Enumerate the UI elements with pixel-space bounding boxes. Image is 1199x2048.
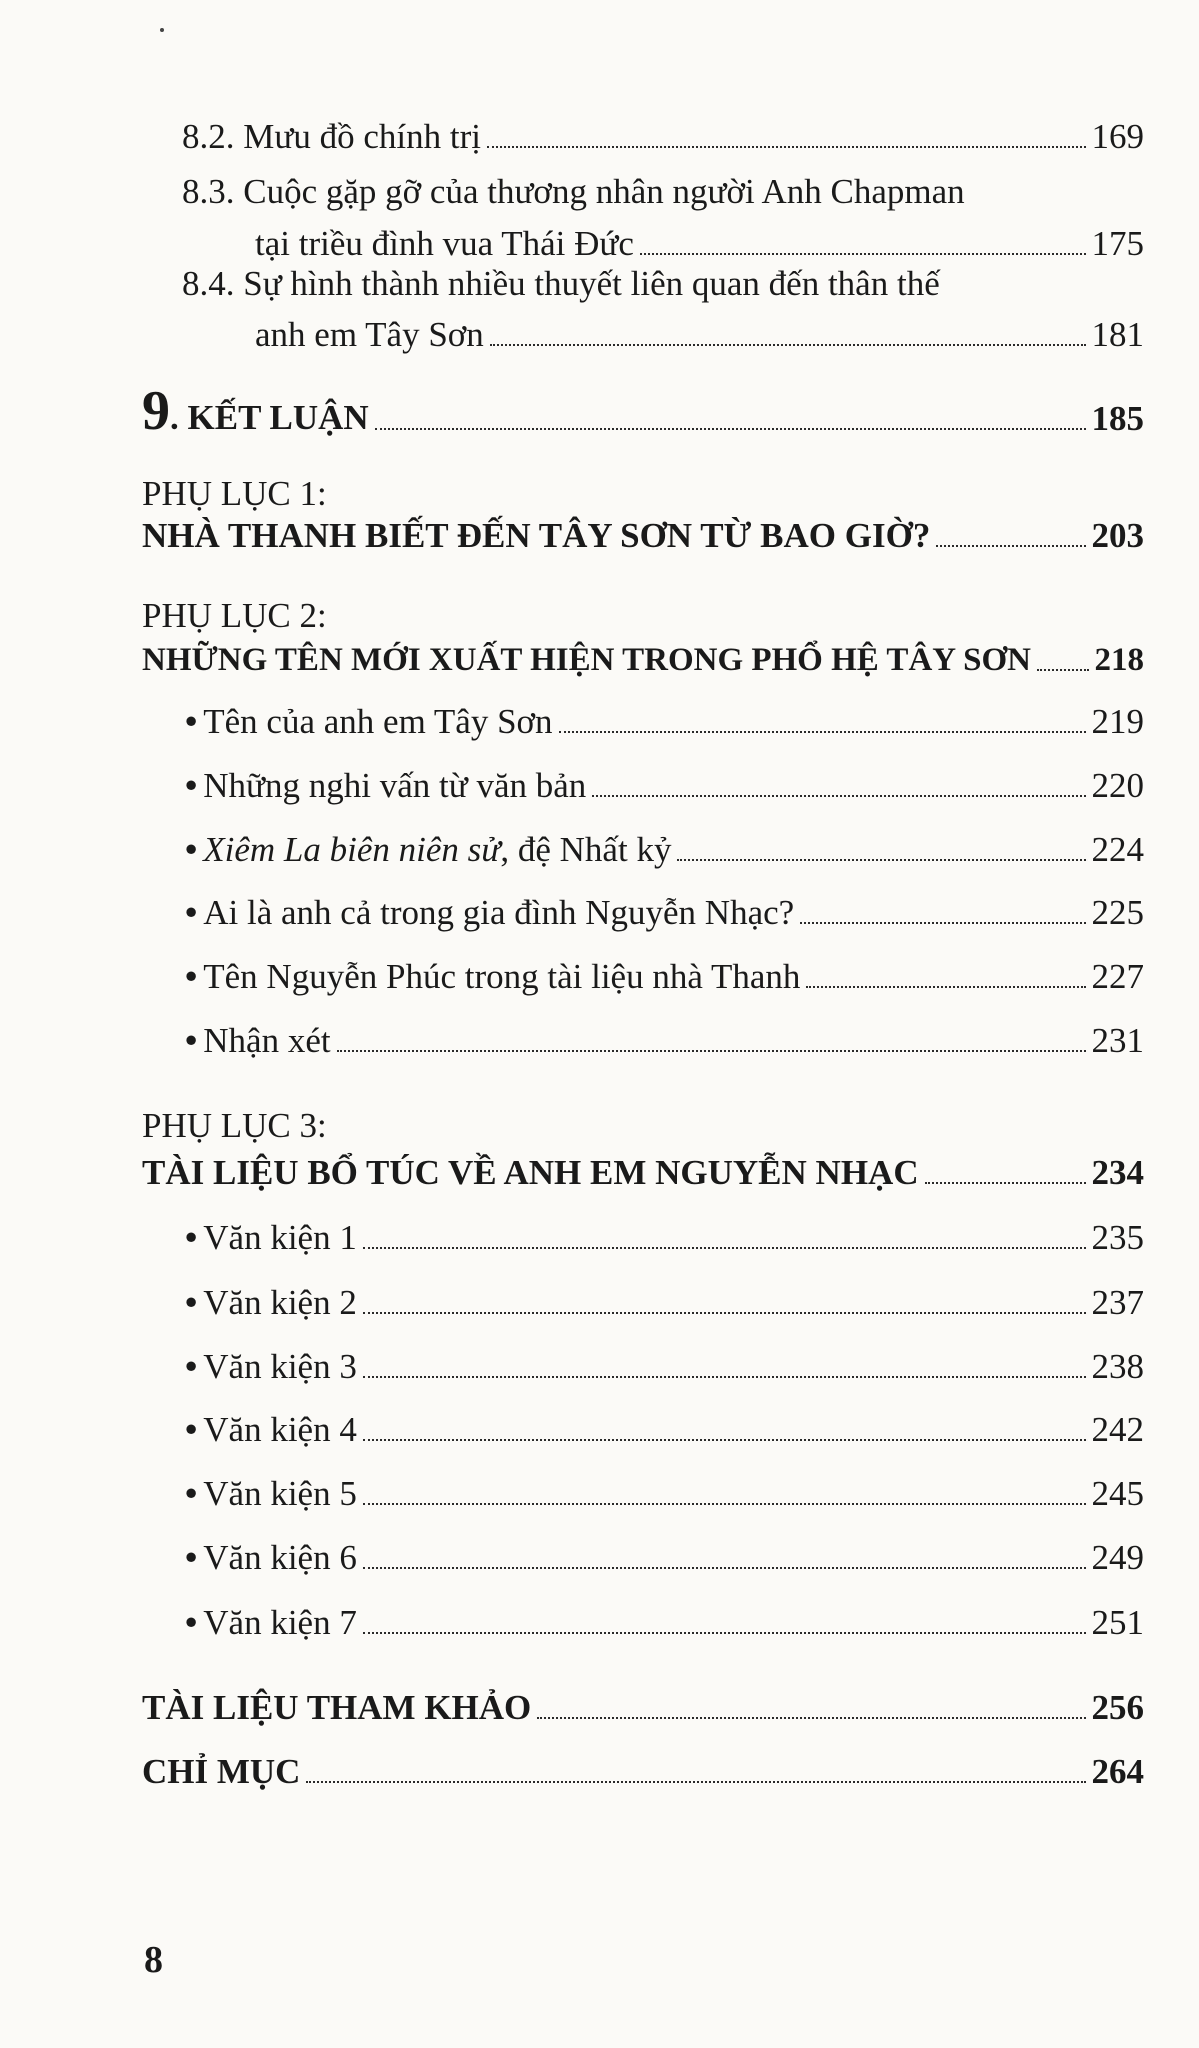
- appendix-1-heading: PHỤ LỤC 1:: [142, 474, 327, 513]
- toc-entry-page: 218: [1094, 642, 1144, 678]
- toc-entry-label: Tên Nguyễn Phúc trong tài liệu nhà Thanh: [203, 957, 801, 996]
- toc-entry-page: 238: [1091, 1347, 1144, 1386]
- toc-entry-8-4: [255, 315, 1144, 355]
- page-number: 8: [144, 1939, 163, 1981]
- toc-entry-page: 225: [1091, 893, 1144, 932]
- toc-chapter-9: [142, 380, 1144, 442]
- toc-entry-page: 175: [1091, 224, 1144, 263]
- bullet-icon: •: [185, 702, 198, 741]
- leader-dots: [1037, 669, 1089, 671]
- appendix-3-title: [142, 1153, 1144, 1193]
- leader-dots: [490, 344, 1086, 346]
- toc-entry-page: 220: [1091, 766, 1144, 805]
- appendix-2-item: [185, 702, 1144, 742]
- leader-dots: [363, 1503, 1086, 1505]
- bullet-icon: •: [185, 1021, 198, 1060]
- toc-entry-page: 203: [1091, 516, 1144, 555]
- toc-entry-label: Ai là anh cả trong gia đình Nguyễn Nhạc?: [203, 893, 795, 932]
- appendix-2-item: [185, 830, 1144, 870]
- toc-entry-label: , đệ Nhất kỷ: [500, 830, 672, 869]
- appendix-2-item: [185, 893, 1144, 933]
- appendix-3-item: [185, 1603, 1144, 1643]
- toc-entry-label: Văn kiện 7: [203, 1603, 357, 1642]
- bullet-icon: •: [185, 1474, 198, 1513]
- leader-dots: [925, 1182, 1086, 1184]
- bullet-icon: •: [185, 1410, 198, 1449]
- toc-entry-page: 251: [1091, 1603, 1144, 1642]
- toc-entry-label: Văn kiện 6: [203, 1538, 357, 1577]
- chapter-number: 9: [142, 380, 170, 442]
- appendix-3-item: [185, 1218, 1144, 1258]
- toc-entry-page: 234: [1091, 1153, 1144, 1192]
- leader-dots: [363, 1312, 1086, 1314]
- toc-entry-label: Tên của anh em Tây Sơn: [203, 702, 553, 741]
- leader-dots: [375, 428, 1086, 430]
- toc-entry-label: TÀI LIỆU THAM KHẢO: [142, 1688, 532, 1727]
- appendix-3-heading: PHỤ LỤC 3:: [142, 1106, 327, 1145]
- toc-entry-label: Nhận xét: [203, 1021, 331, 1060]
- toc-entry-8-3: [255, 224, 1144, 264]
- appendix-2-item: [185, 766, 1144, 806]
- toc-entry-label: Văn kiện 4: [203, 1410, 357, 1449]
- leader-dots: [936, 545, 1085, 547]
- toc-entry-label: NHỮNG TÊN MỚI XUẤT HIỆN TRONG PHỔ HỆ TÂY SƠN: [142, 642, 1031, 678]
- appendix-3-item: [185, 1283, 1144, 1323]
- appendix-2-item: [185, 1021, 1144, 1061]
- toc-entry-page: 264: [1091, 1752, 1144, 1791]
- bullet-icon: •: [185, 1603, 198, 1642]
- bullet-icon: •: [185, 1538, 198, 1577]
- appendix-2-item: [185, 957, 1144, 997]
- toc-entry-page: 242: [1091, 1410, 1144, 1449]
- toc-entry-page: 245: [1091, 1474, 1144, 1513]
- toc-entry-label: Những nghi vấn từ văn bản: [203, 766, 587, 805]
- toc-entry-page: 231: [1091, 1021, 1144, 1060]
- toc-entry-label: TÀI LIỆU BỔ TÚC VỀ ANH EM NGUYỄN NHẠC: [142, 1153, 919, 1192]
- appendix-3-item: [185, 1474, 1144, 1514]
- toc-entry-label-italic: Xiêm La biên niên sử: [203, 830, 501, 869]
- leader-dots: [592, 795, 1085, 797]
- toc-entry-page: 235: [1091, 1218, 1144, 1257]
- leader-dots: [363, 1567, 1086, 1569]
- appendix-3-item: [185, 1347, 1144, 1387]
- appendix-3-item: [185, 1538, 1144, 1578]
- toc-entry-8-3-line1: 8.3. Cuộc gặp gỡ của thương nhân người Anh Chapman: [182, 172, 965, 211]
- toc-entry-page: 227: [1091, 957, 1144, 996]
- leader-dots: [306, 1781, 1085, 1783]
- leader-dots: [806, 986, 1085, 988]
- leader-dots: [537, 1717, 1085, 1719]
- toc-entry-8-4-line1: 8.4. Sự hình thành nhiều thuyết liên quan đến thân thế: [182, 264, 940, 303]
- appendix-2-heading: PHỤ LỤC 2:: [142, 596, 327, 635]
- toc-entry-page: 237: [1091, 1283, 1144, 1322]
- speck: [160, 28, 164, 32]
- leader-dots: [559, 731, 1086, 733]
- toc-entry-label: . KẾT LUẬN: [170, 398, 369, 437]
- leader-dots: [363, 1247, 1086, 1249]
- toc-entry-page: 249: [1091, 1538, 1144, 1577]
- toc-entry-label: Văn kiện 5: [203, 1474, 357, 1513]
- bullet-icon: •: [185, 1283, 198, 1322]
- toc-entry-label: 8.2. Mưu đồ chính trị: [182, 117, 481, 156]
- toc-entry-page: 256: [1091, 1688, 1144, 1727]
- toc-entry-label: Văn kiện 3: [203, 1347, 357, 1386]
- toc-entry-page: 224: [1091, 830, 1144, 869]
- appendix-3-item: [185, 1410, 1144, 1450]
- toc-entry-page: 181: [1091, 315, 1144, 354]
- toc-entry-label: Văn kiện 2: [203, 1283, 357, 1322]
- toc-entry-label: CHỈ MỤC: [142, 1752, 301, 1791]
- leader-dots: [363, 1632, 1086, 1634]
- leader-dots: [640, 253, 1086, 255]
- leader-dots: [677, 859, 1085, 861]
- toc-entry-page: 219: [1091, 702, 1144, 741]
- bullet-icon: •: [185, 1347, 198, 1386]
- toc-entry-label: Văn kiện 1: [203, 1218, 357, 1257]
- toc-entry-label: tại triều đình vua Thái Đức: [255, 224, 634, 263]
- appendix-2-title: [142, 640, 1144, 680]
- toc-references: [142, 1688, 1144, 1728]
- toc-entry-page: 169: [1091, 117, 1144, 156]
- leader-dots: [800, 922, 1085, 924]
- toc-entry-8-2: [182, 117, 1144, 157]
- bullet-icon: •: [185, 1218, 198, 1257]
- leader-dots: [363, 1439, 1086, 1441]
- appendix-1-title: [142, 516, 1144, 556]
- toc-index: [142, 1752, 1144, 1792]
- bullet-icon: •: [185, 957, 198, 996]
- leader-dots: [337, 1050, 1086, 1052]
- toc-entry-label: anh em Tây Sơn: [255, 315, 484, 354]
- leader-dots: [487, 146, 1086, 148]
- bullet-icon: •: [185, 893, 198, 932]
- toc-entry-page: 185: [1091, 399, 1144, 438]
- leader-dots: [363, 1376, 1086, 1378]
- bullet-icon: •: [185, 766, 198, 805]
- toc-entry-label: NHÀ THANH BIẾT ĐẾN TÂY SƠN TỪ BAO GIỜ?: [142, 516, 931, 555]
- bullet-icon: •: [185, 830, 198, 869]
